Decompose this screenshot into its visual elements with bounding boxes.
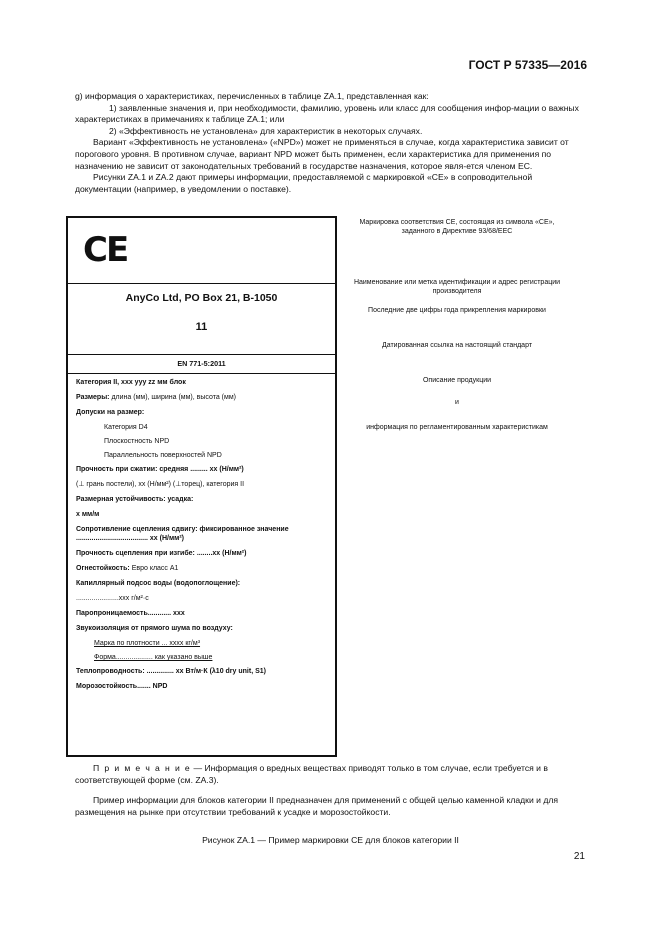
page-number: 21 [573, 851, 585, 862]
ce-marking-box [66, 216, 337, 757]
frost-resistance: Морозостойкость....... NPD [76, 683, 168, 690]
water-absorption: Капиллярный подсос воды (водопоглощение): [76, 580, 241, 587]
tolerance-parallelism: Параллельность поверхностей NPD [104, 452, 222, 459]
manufacturer-address: AnyCo Ltd, PO Box 21, B-1050 [125, 292, 278, 304]
example-paragraph: Пример информации для блоков категории II предназначен для применений с общей целью каменной кладки и для размещения на рынке при отсутствии требований к усадке и морозостойкости. [75, 795, 558, 817]
npd-paragraph: Вариант «Эффективность не установлена» («NPD») может не применяться в случае, когда характеристика зависит от порогового уровня. В противном случае, вариант NPD может быть применен, если характеристика для применения по назначению не зависит от законодательных требований в государстве назначения, которое явля-ется членом ЕС. [75, 137, 569, 171]
sound-insulation: Звукоизоляция от прямого шума по воздуху: [76, 625, 233, 632]
ce-mark-icon: CE [83, 230, 128, 270]
item-g2: 2) «Эффективность не установлена» для характеристик в некоторых случаях. [109, 125, 423, 136]
item-g: g) информация о характеристиках, перечисленных в таблице ZA.1, представленная как: [75, 91, 429, 101]
note-paragraph: П р и м е ч а н и е — Информация о вредных веществах приводят только в том случае, если требуется и в соответствующей форме (см. ZA.3). [75, 763, 548, 785]
category-line: Категория II, xxx yyy zz мм блок [76, 379, 186, 386]
manufacturer-cell [68, 284, 335, 355]
standard-ref: EN 771-5:2011 [68, 355, 335, 374]
ce-logo-cell [68, 218, 335, 284]
item-g1: 1) заявленные значения и, при необходимости, фамилию, уровень или класс для сообщения инфор-мации о важных характеристиках в примечаниях к таблице ZA.1; или [75, 102, 579, 125]
intro-section [75, 91, 590, 195]
document-header: ГОСТ Р 57335—2016 [468, 58, 587, 72]
shear-bond: Сопротивление сцепления сдвигу: фиксированное значение ..................................... xx (Н/мм²) [76, 526, 289, 542]
compressive-strength: Прочность при сжатии: средняя ......... xx (Н/мм²) [76, 466, 244, 473]
density-grade: Марка по плотности ... xxxx кг/м³ [94, 640, 201, 647]
water-absorption-value: ......................xxx г/м²·с [76, 595, 149, 602]
figure-caption: Рисунок ZA.1 — Пример маркировки СЕ для блоков категории II [202, 835, 459, 845]
dimensions-line: Размеры: длина (мм), ширина (мм), высота (мм) [76, 394, 236, 401]
compressive-strength-2: (⊥ грань постели), xx (Н/мм²) (⊥торец), категория II [76, 481, 245, 488]
legend-and: и [455, 399, 459, 406]
tolerances-label: Допуски на размер: [76, 409, 145, 416]
product-info [68, 374, 335, 701]
legend-standard: Датированная ссылка на настоящий стандарт [381, 342, 533, 349]
tolerance-flatness: Плоскостность NPD [104, 438, 170, 445]
legend-manufacturer: Наименование или метка идентификации и адрес регистрации производителя [353, 279, 561, 295]
legend-description: Описание продукции [422, 377, 492, 384]
tolerance-category: Категория D4 [104, 424, 148, 431]
figures-paragraph: Рисунки ZA.1 и ZA.2 дают примеры информации, предоставляемой с маркировкой «CE» в сопроводительной документации (например, в уведомлении о поставке). [75, 172, 533, 194]
legend-year: Последние две цифры года прикрепления маркировки [368, 307, 546, 314]
legend-ce: Маркировка соответствия CE, состоящая из символа «CE», заданного в Директиве 93/68/EEC [359, 219, 555, 235]
fire-resistance: Огнестойкость: Евро класс А1 [76, 565, 179, 572]
marking-year: 11 [195, 321, 208, 333]
dimensional-stability: Размерная устойчивость: усадка: [76, 496, 194, 503]
flexural-bond: Прочность сцепления при изгибе: ........xx (Н/мм²) [76, 550, 247, 557]
shrinkage-value: x мм/м [76, 511, 100, 518]
legend-info: информация по регламентированным характеристикам [366, 424, 548, 431]
thermal-conductivity: Теплопроводность: .............. xx Вт/м·К (λ10 dry unit, S1) [76, 668, 266, 675]
vapour-permeability: Паропроницаемость............ xxx [76, 610, 185, 617]
shape-line: Форма................... как указано выше [94, 654, 213, 661]
